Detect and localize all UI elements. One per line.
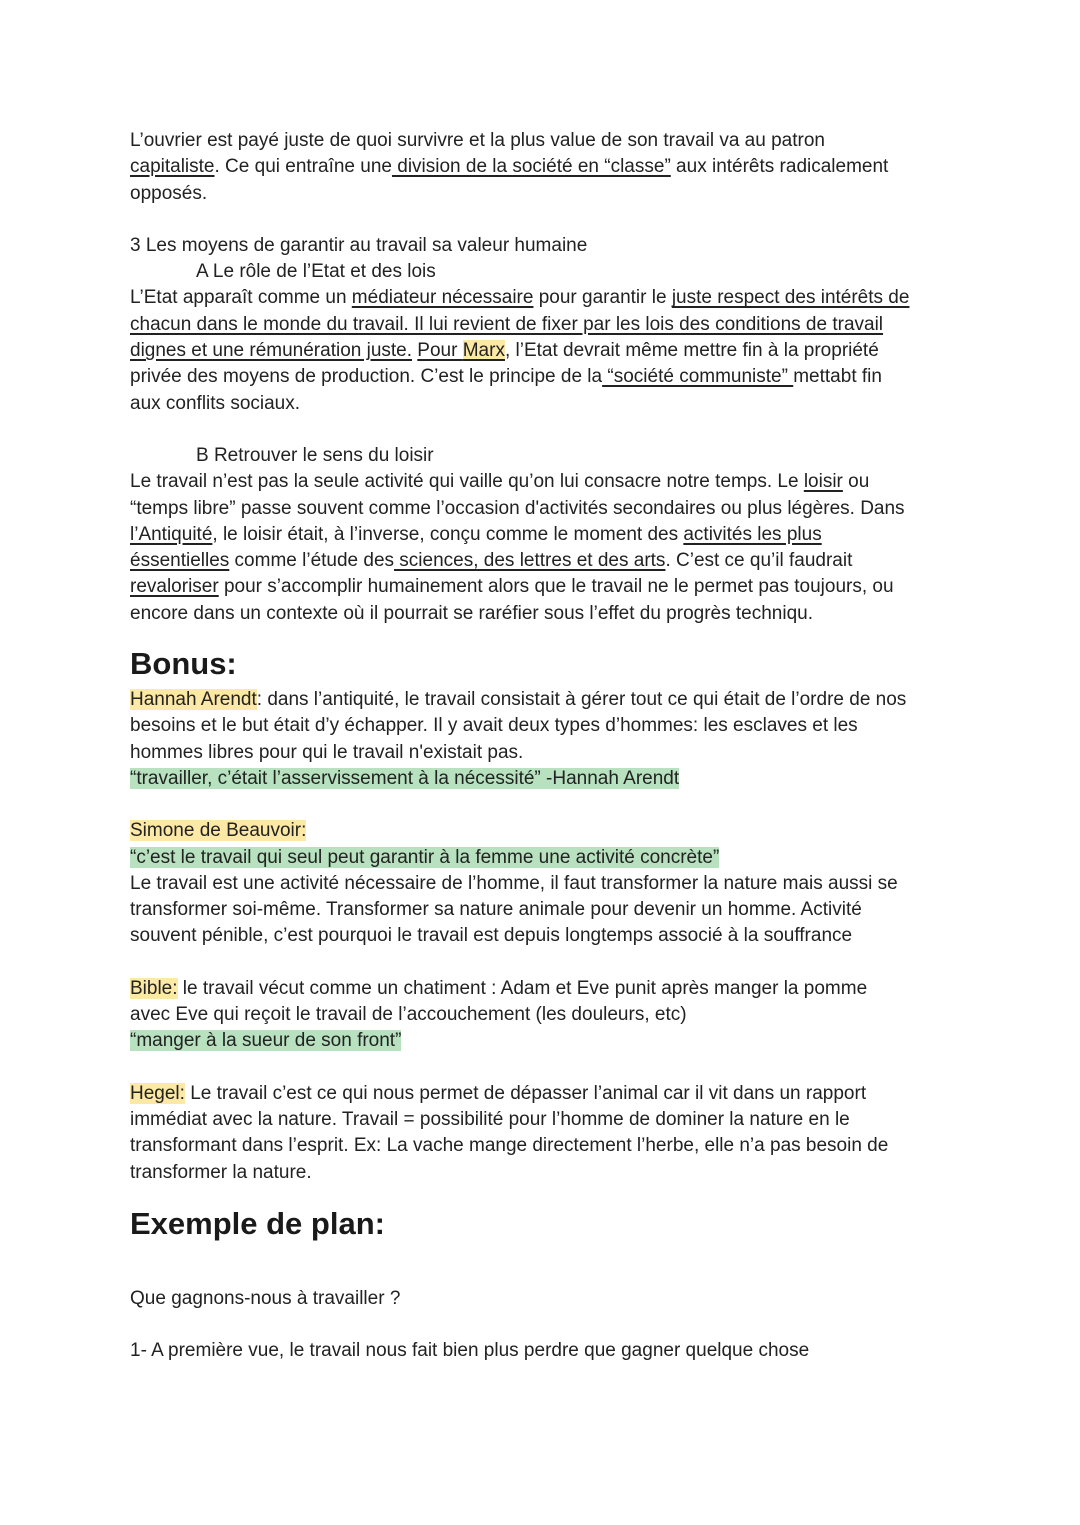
text-line [130,496,970,522]
text-line: transformant dans l’esprit. Ex: La vache mange directement l’herbe, elle n’a pas besoin de [130,1135,889,1157]
section-title: 3 Les moyens de garantir au travail sa valeur humaine [130,234,588,256]
highlight-author: Hegel: [130,1082,185,1104]
text-run: opposés. [130,182,208,204]
text-run: L’ouvrier est payé juste de quoi survivre et la plus value de son travail va au patron [130,130,825,151]
text-run: . C’est ce qu’il faudrait [665,550,853,572]
underlined-chacun: chacun dans le monde du travail. Il lui revient de fixer par les lois des conditions de travail [130,313,884,335]
text-line [130,128,970,154]
underlined-dignes: dignes et une rémunération juste. [130,340,413,362]
underlined-mediateur: médiateur nécessaire [351,287,534,309]
text-line [130,391,970,417]
text-line [130,181,970,207]
plan-point-1: 1- A première vue, le travail nous fait bien plus perdre que gagner quelque chose [130,1340,810,1362]
paragraph-loisir [130,469,970,627]
text-line [130,976,970,1002]
text-line: immédiat avec la nature. Travail = possibilité pour l’homme de dominer la nature en le [130,1108,850,1130]
text-run: encore dans un contexte où il pourrait se raréfier sous l’effet du progrès techniqu. [130,602,813,624]
text-line [130,818,970,844]
text-run: mettabt fin [793,366,882,388]
text-line [130,687,970,713]
text-line [130,845,970,871]
underlined-capitaliste: capitaliste [130,156,215,178]
text-line: avec Eve qui reçoit le travail de l’accouchement (les douleurs, etc) [130,1004,687,1026]
highlight-author: Simone de Beauvoir: [130,820,307,842]
underlined-essentielles: éssentielles [130,550,230,572]
text-line [130,1081,970,1107]
text-line [130,312,970,338]
text-line [130,154,970,180]
text-line [130,364,970,390]
highlight-quote: “c’est le travail qui seul peut garantir à la femme une activité concrète” [130,846,720,868]
text-line [130,285,970,311]
text-line: hommes libres pour qui le travail n'existait pas. [130,741,524,763]
highlight-marx: Marx [462,340,505,362]
text-run: le travail vécut comme un chatiment : Adam et Eve punit après manger la pomme [177,977,868,999]
underlined-loisir: loisir [803,471,843,493]
text-line [130,469,970,495]
text-run: ou [842,471,870,493]
bonus-heading: Bonus: [130,646,237,682]
document-page [130,128,970,1364]
text-line [130,601,970,627]
text-line: besoins et le but était d’y échapper. Il y avait deux types d’hommes: les esclaves et les [130,715,858,737]
plan-question: Que gagnons-nous à travailler ? [130,1287,401,1309]
underlined-sciences: sciences, des lettres et des arts [394,550,666,572]
highlight-quote: “travailler, c’était l’asservissement à la nécessité” -Hannah Arendt [130,767,680,789]
highlight-author: Bible: [130,977,178,999]
underlined-revaloriser: revaloriser [130,576,219,598]
text-line: Le travail est une activité nécessaire de l’homme, il faut transformer la nature mais aussi se [130,872,898,894]
text-line [130,522,970,548]
text-run: , le loisir était, à l’inverse, conçu comme le moment des [212,523,684,545]
underlined-activites: activités les plus [683,523,822,545]
underlined-juste-respect: juste respect des intérêts de [671,287,910,309]
bonus-arendt [130,687,970,792]
text-run: . Ce qui entraîne une [214,156,392,178]
text-run: privée des moyens de production. C’est le principe de la [130,366,603,388]
paragraph-etat [130,285,970,416]
underlined-division: division de la société en “classe” [391,156,671,178]
underlined-pour: Pour [417,340,463,362]
text-line: transformer soi-même. Transformer sa nature animale pour devenir un homme. Activité [130,899,862,921]
highlight-quote: “manger à la sueur de son front” [130,1030,402,1052]
subsection-title-a: A Le rôle de l’Etat et des lois [196,261,436,283]
paragraph-ouvrier [130,128,970,207]
text-run: pour garantir le [533,287,672,309]
underlined-antiquite: l’Antiquité [130,523,213,545]
text-line [130,338,970,364]
text-line: transformer la nature. [130,1161,312,1183]
text-run: Le travail c’est ce qui nous permet de dépasser l’animal car il vit dans un rapport [184,1082,867,1104]
bonus-bible [130,976,970,1055]
text-run: pour s’accomplir humainement alors que le travail ne le permet pas toujours, ou [218,576,894,598]
plan-heading: Exemple de plan: [130,1205,385,1241]
bonus-hegel [130,1081,970,1186]
text-line [130,574,970,600]
text-run: comme l’étude des [229,550,395,572]
text-run: aux intérêts radicalement [670,156,889,178]
text-run: : dans l’antiquité, le travail consistait à gérer tout ce qui était de l’ordre de nos [256,689,907,711]
text-run: Le travail n’est pas la seule activité qui vaille qu’on lui consacre notre temps. Le [130,471,804,493]
text-line: souvent pénible, c’est pourquoi le travail est depuis longtemps associé à la souffrance [130,925,853,947]
highlight-author: Hannah Arendt [130,689,257,711]
text-line [130,1028,970,1054]
text-run: “temps libre” passe souvent comme l’occasion d'activités secondaires ou plus légères. Dans [130,497,905,519]
subsection-title-b: B Retrouver le sens du loisir [196,444,434,466]
text-run: L’Etat apparaît comme un [130,287,352,309]
text-run: , l’Etat devrait même mettre fin à la propriété [504,340,879,362]
text-line [130,766,970,792]
text-line [130,548,970,574]
text-run: aux conflits sociaux. [130,392,301,414]
underlined-societe-communiste: “société communiste” [602,366,794,388]
bonus-beauvoir [130,818,970,949]
